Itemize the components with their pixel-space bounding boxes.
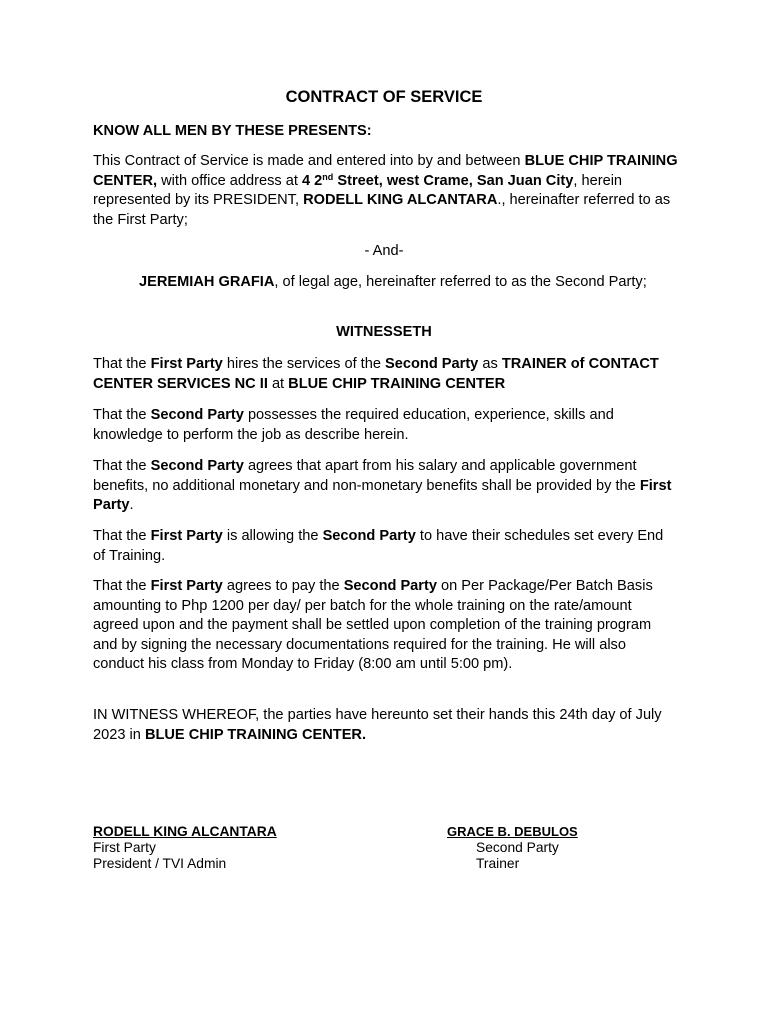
signatory-name: GRACE B. DEBULOS [447,824,578,839]
bold-span: Second Party [150,407,244,423]
text-span: . [129,497,134,514]
clause-benefits [93,457,678,516]
text-span: as [478,356,502,372]
text-span: That the [93,356,151,372]
signature-block-second-party [447,824,578,872]
address-rest: Street, west Crame, San Juan City [333,172,574,189]
text-span: , of legal age, hereinafter referred to as the Second Party; [274,274,647,290]
text-span: That the [93,578,151,594]
signatory-role: Second Party [476,840,559,855]
parties-paragraph [93,152,678,230]
text-span: agrees to pay the [222,578,344,594]
address-number: 4 2 [302,172,323,189]
bold-span: Second Party [322,528,416,544]
signatory-role: First Party [93,840,156,855]
witness-paragraph [93,706,678,745]
bold-span: First Party [150,528,223,544]
president-name: RODELL KING ALCANTARA [303,192,498,209]
opening-line [93,122,678,142]
bold-span: TRAINER of CONTACT CENTER SERVICES NC II [93,356,659,392]
text-span: ., hereinafter referred to as the First Party; [93,192,671,228]
witnesseth-text: WITNESSETH [336,324,432,340]
text-span: agrees that apart from his salary and applicable government benefits, no additional monetary and non-monetary benefits shall be provided by the [93,458,640,494]
bold-span: Second Party [150,458,244,474]
bold-span: BLUE CHIP TRAINING CENTER. [144,726,367,743]
clause-payment [93,577,678,675]
office-address [302,173,573,189]
text-span: possesses the required education, experience, skills and knowledge to perform the job as describe herein. [93,407,614,443]
text-span: That the [93,407,151,423]
and-separator: - And- [364,243,404,259]
document-title: CONTRACT OF SERVICE [285,88,483,106]
clause-schedules [93,527,678,566]
opening-text: KNOW ALL MEN BY THESE PRESENTS: [93,123,372,139]
text-span: That the [93,528,151,544]
bold-span: BLUE CHIP TRAINING CENTER [288,375,506,392]
bold-span: First Party [150,578,223,594]
text-span: on Per Package/Per Batch Basis amounting to Php 1200 per day/ per batch for the whole training on the rate/amount agreed upon and the payment shall be settled upon completion of the training program and by signing the necessary documentations required for the training. He will also conduct his class from Monday to Friday (8:00 am until 5:00 pm). [93,578,653,673]
bold-span: First Party [150,356,223,372]
clause-hire [93,355,678,394]
witnesseth-heading [93,323,675,343]
signatory-title: President / TVI Admin [93,856,227,871]
address-superscript: nd [322,171,334,182]
text-span: , herein represented by its PRESIDENT, [93,172,623,209]
signature-block-first-party [93,824,277,872]
text-span: IN WITNESS WHEREOF, the parties have hereunto set their hands this 24th day of July 2023 in [93,707,662,743]
text-span: at [267,375,289,392]
second-party-name: JEREMIAH GRAFIA [139,274,275,290]
bold-span: Second Party [343,578,437,594]
bold-span: Second Party [385,356,479,372]
clause-qualifications [93,406,678,445]
text-span: That the [93,458,151,474]
signatory-name: RODELL KING ALCANTARA [93,824,277,839]
text-span: This Contract of Service is made and entered into by and between [93,153,525,169]
text-span: hires the services of the [222,356,386,372]
text-span: to have their schedules set every End of Training. [93,528,664,564]
text-span: is allowing the [222,528,323,544]
company-name: BLUE CHIP TRAINING CENTER, [93,153,678,189]
signatory-title: Trainer [476,856,520,871]
second-party-paragraph [93,273,678,293]
text-span: with office address at [157,172,302,189]
bold-span: First Party [93,477,672,514]
